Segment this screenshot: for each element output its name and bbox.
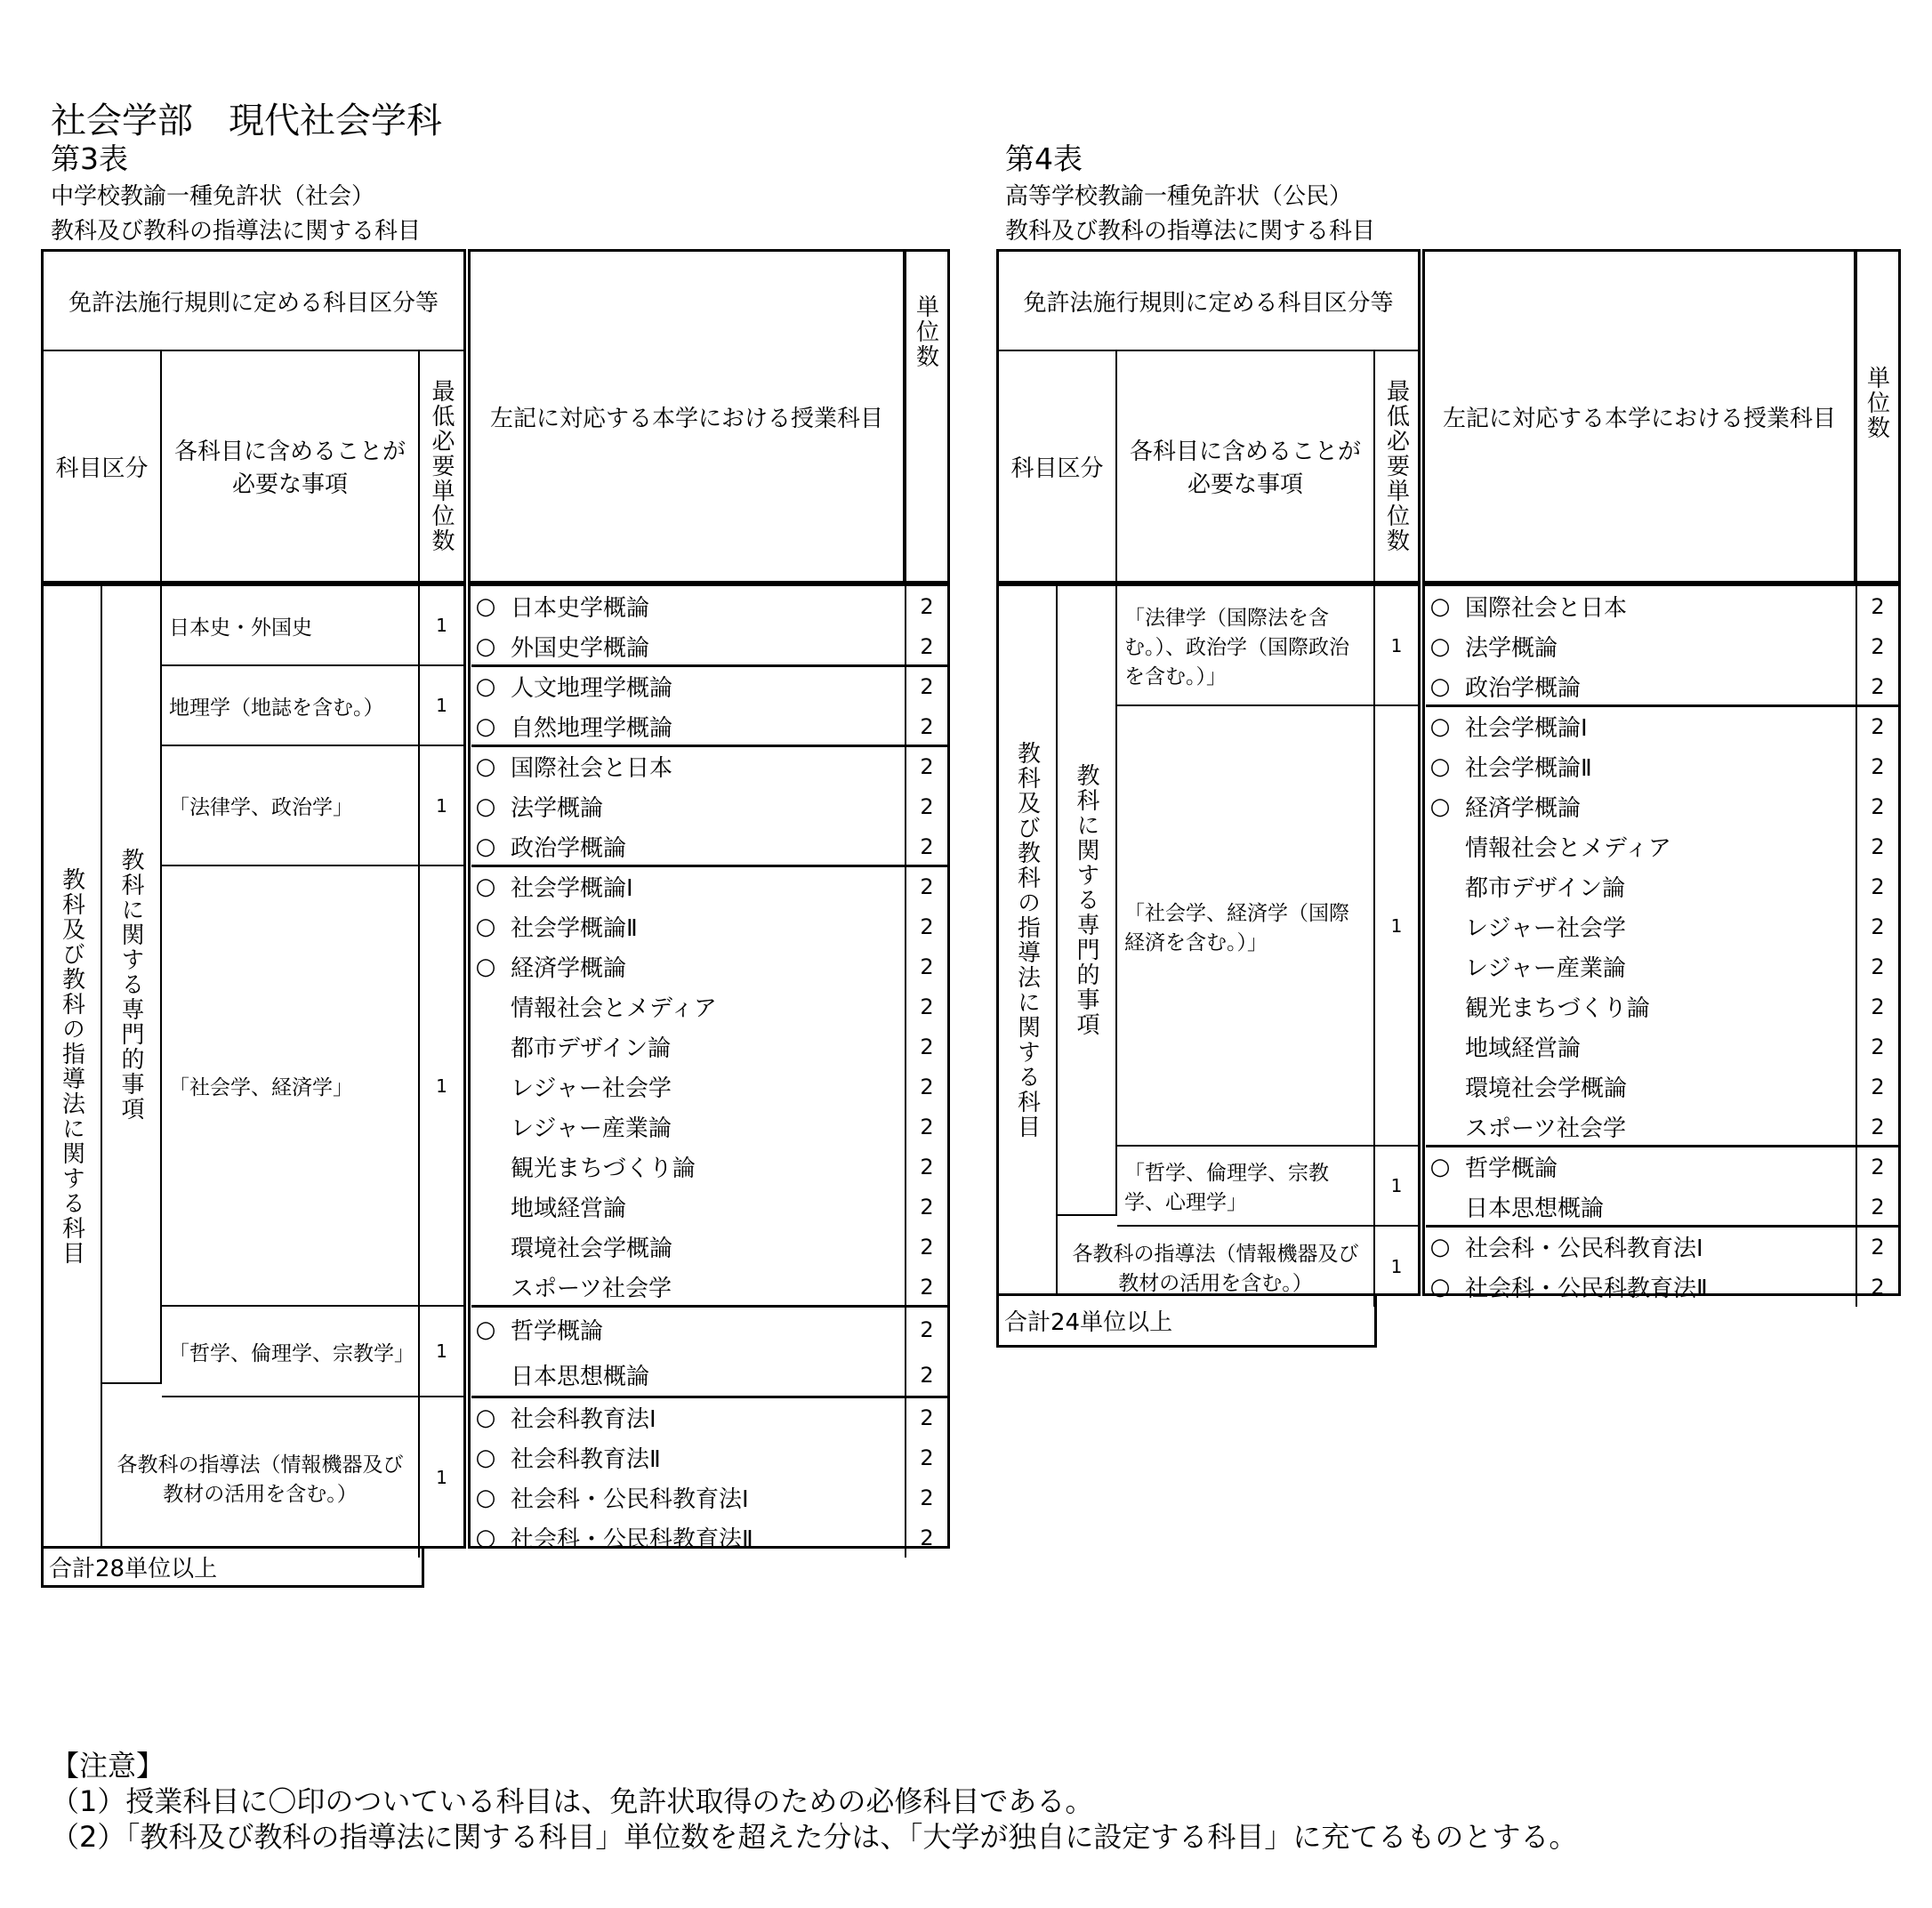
- required-mark: ○: [475, 1524, 496, 1551]
- note-item-2: （2）「教科及び教科の指導法に関する科目」単位数を超えた分は、「大学が独自に設定する科目」に充てるものとする。: [51, 1820, 1578, 1854]
- table-row: [1426, 1026, 1898, 1067]
- note-item-1: （1）授業科目に〇印のついている科目は、免許状取得のための必修科目である。: [51, 1784, 1094, 1818]
- table4-license: 高等学校教諭一種免許状（公民）: [1005, 183, 1353, 210]
- required-mark: ○: [1429, 1153, 1451, 1180]
- table3-required-item: 「哲学、倫理学、宗教学」: [162, 1307, 420, 1397]
- course-units: 2: [920, 1525, 934, 1550]
- course-name: 都市デザイン論: [511, 1035, 672, 1062]
- table3-min-units: 1: [436, 1467, 447, 1488]
- required-mark: ○: [475, 592, 496, 620]
- required-mark: ○: [475, 873, 496, 900]
- table3-min-units: 1: [420, 746, 463, 866]
- course-name: 社会科・公民科教育法Ⅰ: [1465, 1236, 1703, 1262]
- course-units: 2: [920, 673, 934, 699]
- required-mark: ○: [475, 753, 496, 780]
- course-name: 情報社会とメディア: [511, 995, 717, 1022]
- required-mark: ○: [475, 793, 496, 820]
- course-units: 2: [920, 1274, 934, 1300]
- course-name: 社会学概論Ⅱ: [1465, 755, 1592, 782]
- table4-category-header: 科目区分: [999, 351, 1117, 581]
- course-units: 2: [1871, 833, 1885, 859]
- course-name: 政治学概論: [1465, 675, 1582, 702]
- course-name: 経済学概論: [1465, 795, 1582, 822]
- table4-min-units: 1: [1375, 706, 1418, 1147]
- table-row: [471, 1227, 947, 1267]
- course-name: 国際社会と日本: [1465, 595, 1628, 622]
- course-name: 観光まちづくり論: [1465, 995, 1650, 1022]
- course-name: レジャー産業論: [1465, 955, 1626, 982]
- course-units: 2: [1871, 753, 1885, 779]
- table-row: [1426, 666, 1898, 706]
- course-units: 2: [920, 1362, 934, 1388]
- course-name: 社会科・公民科教育法Ⅱ: [1465, 1276, 1708, 1302]
- table3-required-item: 「社会学、経済学」: [162, 866, 420, 1307]
- required-mark: ○: [475, 913, 496, 940]
- table-row: [471, 1107, 947, 1147]
- course-name: 地域経営論: [511, 1196, 627, 1222]
- table4-subject-area: 教科及び教科の指導法に関する科目: [1005, 218, 1376, 245]
- table3-outer-category: 教科及び教科の指導法に関する科目: [44, 586, 102, 1546]
- table-row: [1426, 866, 1898, 906]
- course-units: 2: [920, 914, 934, 939]
- table-row: [1426, 1227, 1898, 1267]
- table4-min-units: 1: [1375, 1147, 1418, 1227]
- table3-min-units: 1: [420, 866, 463, 1307]
- course-name: 都市デザイン論: [1465, 875, 1626, 902]
- course-units: 2: [1871, 994, 1885, 1019]
- table-row: [471, 1352, 947, 1397]
- table-row: [1426, 626, 1898, 666]
- course-name: 社会学概論Ⅰ: [1465, 715, 1588, 742]
- required-mark: ○: [475, 1316, 496, 1343]
- table3-category-group-header: 免許法施行規則に定める科目区分等: [44, 252, 463, 351]
- course-units: 2: [1871, 793, 1885, 819]
- table3-total: 合計28単位以上: [41, 1549, 424, 1588]
- course-name: 社会学概論Ⅰ: [511, 875, 633, 902]
- course-name: 情報社会とメディア: [1465, 835, 1671, 862]
- course-name: 法学概論: [511, 795, 604, 822]
- table3-courses-header: 左記に対応する本学における授業科目: [471, 252, 905, 581]
- course-name: スポーツ社会学: [1465, 1115, 1626, 1142]
- table-row: [471, 1267, 947, 1307]
- table-row: [471, 866, 947, 906]
- course-name: 哲学概論: [511, 1318, 604, 1345]
- table-row: [1426, 586, 1898, 626]
- required-mark: ○: [475, 1404, 496, 1431]
- required-mark: ○: [1429, 672, 1451, 700]
- table-row: [1426, 1067, 1898, 1107]
- table-row: [471, 1307, 947, 1352]
- table-row: [471, 826, 947, 866]
- course-name: 哲学概論: [1465, 1155, 1558, 1182]
- table4-units-header: 単位数: [1863, 366, 1890, 440]
- course-units: 2: [920, 1405, 934, 1430]
- required-mark: ○: [1429, 712, 1451, 740]
- table3-inner-category: 教科に関する専門的事項: [102, 586, 162, 1384]
- required-mark: ○: [1429, 592, 1451, 620]
- course-units: 2: [1871, 1274, 1885, 1300]
- course-name: 経済学概論: [511, 955, 627, 982]
- table3-min-units-header: 最低必要単位数: [428, 379, 455, 553]
- course-name: 日本思想概論: [511, 1364, 650, 1390]
- course-units: 2: [1871, 954, 1885, 979]
- table4-category-group-header: 免許法施行規則に定める科目区分等: [999, 252, 1418, 351]
- table3-subject-area: 教科及び教科の指導法に関する科目: [51, 218, 422, 245]
- course-units: 2: [920, 793, 934, 819]
- table3-required-items-header: 各科目に含めることが必要な事項: [162, 351, 420, 581]
- course-name: レジャー社会学: [511, 1075, 672, 1102]
- course-name: 環境社会学概論: [1465, 1075, 1628, 1102]
- course-units: 2: [1871, 1194, 1885, 1220]
- table-row: [471, 1477, 947, 1518]
- course-name: 社会学概論Ⅱ: [511, 915, 638, 942]
- table-row: [1426, 1187, 1898, 1227]
- table-row: [471, 946, 947, 986]
- table-row: [471, 1437, 947, 1477]
- table-row: [1426, 706, 1898, 746]
- table-row: [471, 626, 947, 666]
- table-row: [471, 586, 947, 626]
- table3-method-item: 各教科の指導法（情報機器及び教材の活用を含む。）: [102, 1397, 420, 1558]
- course-name: 社会科・公民科教育法Ⅱ: [511, 1526, 753, 1553]
- table4-required-items-header: 各科目に含めることが必要な事項: [1117, 351, 1375, 581]
- table4-outer-category: 教科及び教科の指導法に関する科目: [999, 586, 1058, 1293]
- table4-inner-category: 教科に関する専門的事項: [1058, 586, 1117, 1216]
- course-units: 2: [1871, 713, 1885, 739]
- required-mark: ○: [475, 833, 496, 860]
- units-column-divider: [905, 586, 906, 1558]
- table4-required-item: 「法律学（国際法を含む。）、政治学（国際政治を含む。）」: [1117, 586, 1375, 706]
- table3-required-item: 地理学（地誌を含む。）: [162, 666, 420, 746]
- course-name: 外国史学概論: [511, 635, 650, 662]
- table-row: [471, 986, 947, 1026]
- table-row: [1426, 826, 1898, 866]
- course-units: 2: [1871, 873, 1885, 899]
- required-mark: ○: [1429, 793, 1451, 820]
- course-name: 政治学概論: [511, 835, 627, 862]
- course-name: 日本史学概論: [511, 595, 650, 622]
- table-row: [1426, 1147, 1898, 1187]
- required-mark: ○: [475, 1484, 496, 1511]
- table3-license: 中学校教諭一種免許状（社会）: [51, 183, 375, 210]
- course-name: 環境社会学概論: [511, 1236, 673, 1262]
- course-name: レジャー産業論: [511, 1115, 672, 1142]
- table3-label: 第3表: [51, 141, 128, 176]
- units-column-divider: [905, 252, 906, 581]
- course-units: 2: [920, 1485, 934, 1510]
- course-units: 2: [920, 1194, 934, 1220]
- course-name: スポーツ社会学: [511, 1276, 672, 1302]
- table4-courses-header: 左記に対応する本学における授業科目: [1425, 252, 1856, 581]
- course-name: 社会科教育法Ⅰ: [511, 1406, 656, 1433]
- course-units: 2: [1871, 633, 1885, 659]
- course-name: 国際社会と日本: [511, 755, 673, 782]
- table-row: [471, 786, 947, 826]
- table3-min-units: 1: [420, 666, 463, 746]
- course-units: 2: [920, 1234, 934, 1260]
- table4-label: 第4表: [1005, 141, 1083, 176]
- table4-min-units: 1: [1390, 1256, 1403, 1277]
- required-mark: ○: [475, 953, 496, 980]
- course-units: 2: [920, 713, 934, 739]
- course-units: 2: [1871, 1234, 1885, 1260]
- course-units: 2: [920, 1154, 934, 1179]
- course-units: 2: [920, 1445, 934, 1470]
- course-units: 2: [920, 593, 934, 619]
- course-units: 2: [920, 1114, 934, 1139]
- table-row: [471, 746, 947, 786]
- table-row: [471, 1067, 947, 1107]
- course-name: 自然地理学概論: [511, 715, 673, 742]
- table-row: [471, 1397, 947, 1437]
- table-row: [471, 1147, 947, 1187]
- table-row: [1426, 1267, 1898, 1307]
- required-mark: ○: [1429, 1273, 1451, 1300]
- table4-min-units-header: 最低必要単位数: [1382, 379, 1410, 553]
- table3-min-units: 1: [420, 1307, 463, 1397]
- units-column-divider: [1856, 586, 1857, 1307]
- required-mark: ○: [1429, 632, 1451, 660]
- table-row: [471, 1518, 947, 1558]
- course-units: 2: [1871, 1154, 1885, 1179]
- table3-min-units: 1: [420, 586, 463, 666]
- course-units: 2: [920, 994, 934, 1019]
- page-title: 社会学部 現代社会学科: [51, 101, 442, 141]
- course-name: 観光まちづくり論: [511, 1155, 696, 1182]
- table4-total: 合計24単位以上: [996, 1296, 1377, 1348]
- course-units: 2: [920, 753, 934, 779]
- table4-min-units: 1: [1375, 586, 1418, 706]
- course-units: 2: [920, 1034, 934, 1059]
- course-name: 人文地理学概論: [511, 675, 673, 702]
- table-row: [471, 706, 947, 746]
- table-row: [471, 666, 947, 706]
- course-units: 2: [920, 1074, 934, 1099]
- table3-required-item: 日本史・外国史: [162, 586, 420, 666]
- required-mark: ○: [475, 1444, 496, 1471]
- required-mark: ○: [1429, 1233, 1451, 1260]
- course-units: 2: [920, 954, 934, 979]
- course-units: 2: [1871, 1034, 1885, 1059]
- table-row: [1426, 946, 1898, 986]
- course-units: 2: [1871, 1114, 1885, 1139]
- table4-required-item: 「哲学、倫理学、宗教学、心理学」: [1117, 1147, 1375, 1227]
- table-row: [1426, 986, 1898, 1026]
- table-row: [471, 1187, 947, 1227]
- course-units: 2: [920, 833, 934, 859]
- course-name: 法学概論: [1465, 635, 1558, 662]
- table-row: [471, 1026, 947, 1067]
- course-units: 2: [920, 633, 934, 659]
- units-column-divider: [1856, 252, 1857, 581]
- required-mark: ○: [475, 632, 496, 660]
- course-units: 2: [1871, 673, 1885, 699]
- course-name: レジャー社会学: [1465, 915, 1626, 942]
- table4-method-item: 各教科の指導法（情報機器及び教材の活用を含む。）: [1058, 1227, 1375, 1307]
- course-units: 2: [920, 873, 934, 899]
- course-name: 地域経営論: [1465, 1035, 1582, 1062]
- table4-required-item: 「社会学、経済学（国際経済を含む。）」: [1117, 706, 1375, 1147]
- table-row: [1426, 1107, 1898, 1147]
- required-mark: ○: [1429, 753, 1451, 780]
- course-units: 2: [1871, 914, 1885, 939]
- course-units: 2: [1871, 593, 1885, 619]
- course-units: 2: [920, 1316, 934, 1342]
- course-units: 2: [1871, 1074, 1885, 1099]
- table-row: [1426, 906, 1898, 946]
- table-row: [1426, 746, 1898, 786]
- required-mark: ○: [475, 672, 496, 700]
- required-mark: ○: [475, 712, 496, 740]
- course-name: 社会科教育法Ⅱ: [511, 1446, 661, 1473]
- course-name: 日本思想概論: [1465, 1196, 1605, 1222]
- table3-units-header: 単位数: [912, 294, 939, 369]
- course-name: 社会科・公民科教育法Ⅰ: [511, 1486, 749, 1513]
- table3-required-item: 「法律学、政治学」: [162, 746, 420, 866]
- table-row: [1426, 786, 1898, 826]
- table-row: [471, 906, 947, 946]
- notes-heading: 【注意】: [51, 1749, 165, 1783]
- table3-category-header: 科目区分: [44, 351, 162, 581]
